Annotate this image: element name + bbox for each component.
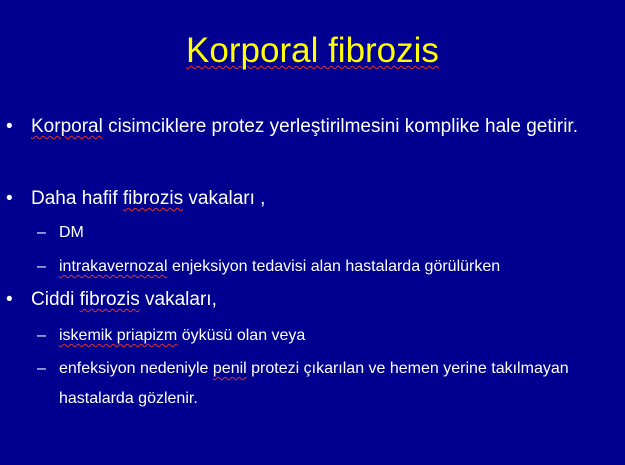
dash-marker: – <box>37 327 46 344</box>
spellcheck-flagged-word: intrakavernozal <box>59 258 168 275</box>
dash-marker: – <box>37 360 46 377</box>
bullet-marker: • <box>6 116 13 137</box>
text-segment: cisimciklere protez yerleştirilmesini komplike hale getirir. <box>102 116 578 137</box>
text-segment: protezi çıkarılan ve hemen yerine takılmayan hastalarda gözlenir. <box>59 360 569 407</box>
spellcheck-flagged-word: fibrozis <box>79 289 140 310</box>
dash-marker: – <box>37 258 46 275</box>
slide-title <box>0 30 625 72</box>
text-segment: vakaları, <box>139 289 217 310</box>
slide-title-text: Korporal fibrozis <box>186 31 439 70</box>
bullet-text <box>31 112 601 142</box>
spellcheck-flagged-word: penil <box>212 360 247 377</box>
spellcheck-flagged-word: fibrozis <box>122 188 184 209</box>
spellcheck-flagged-word: iskemik priapizm <box>59 327 178 344</box>
text-segment: vakaları , <box>183 188 266 209</box>
bullet-text <box>59 354 599 414</box>
bullet-text <box>59 218 599 248</box>
text-segment: Ciddi <box>31 289 80 310</box>
bullet-marker: • <box>6 188 13 209</box>
bullet-text <box>31 184 601 214</box>
text-segment: öyküsü olan veya <box>177 327 306 344</box>
text-segment: enfeksiyon nedeniyle <box>59 360 213 377</box>
spellcheck-flagged-word: Korporal <box>31 116 103 137</box>
bullet-text <box>59 321 599 351</box>
bullet-text <box>59 252 599 282</box>
bullet-text <box>31 285 601 315</box>
dash-marker: – <box>37 224 46 241</box>
text-segment: enjeksiyon tedavisi alan hastalarda görülürken <box>167 258 501 275</box>
text-segment: Daha hafif <box>31 188 123 209</box>
bullet-marker: • <box>6 289 13 310</box>
text-segment: DM <box>59 224 84 241</box>
